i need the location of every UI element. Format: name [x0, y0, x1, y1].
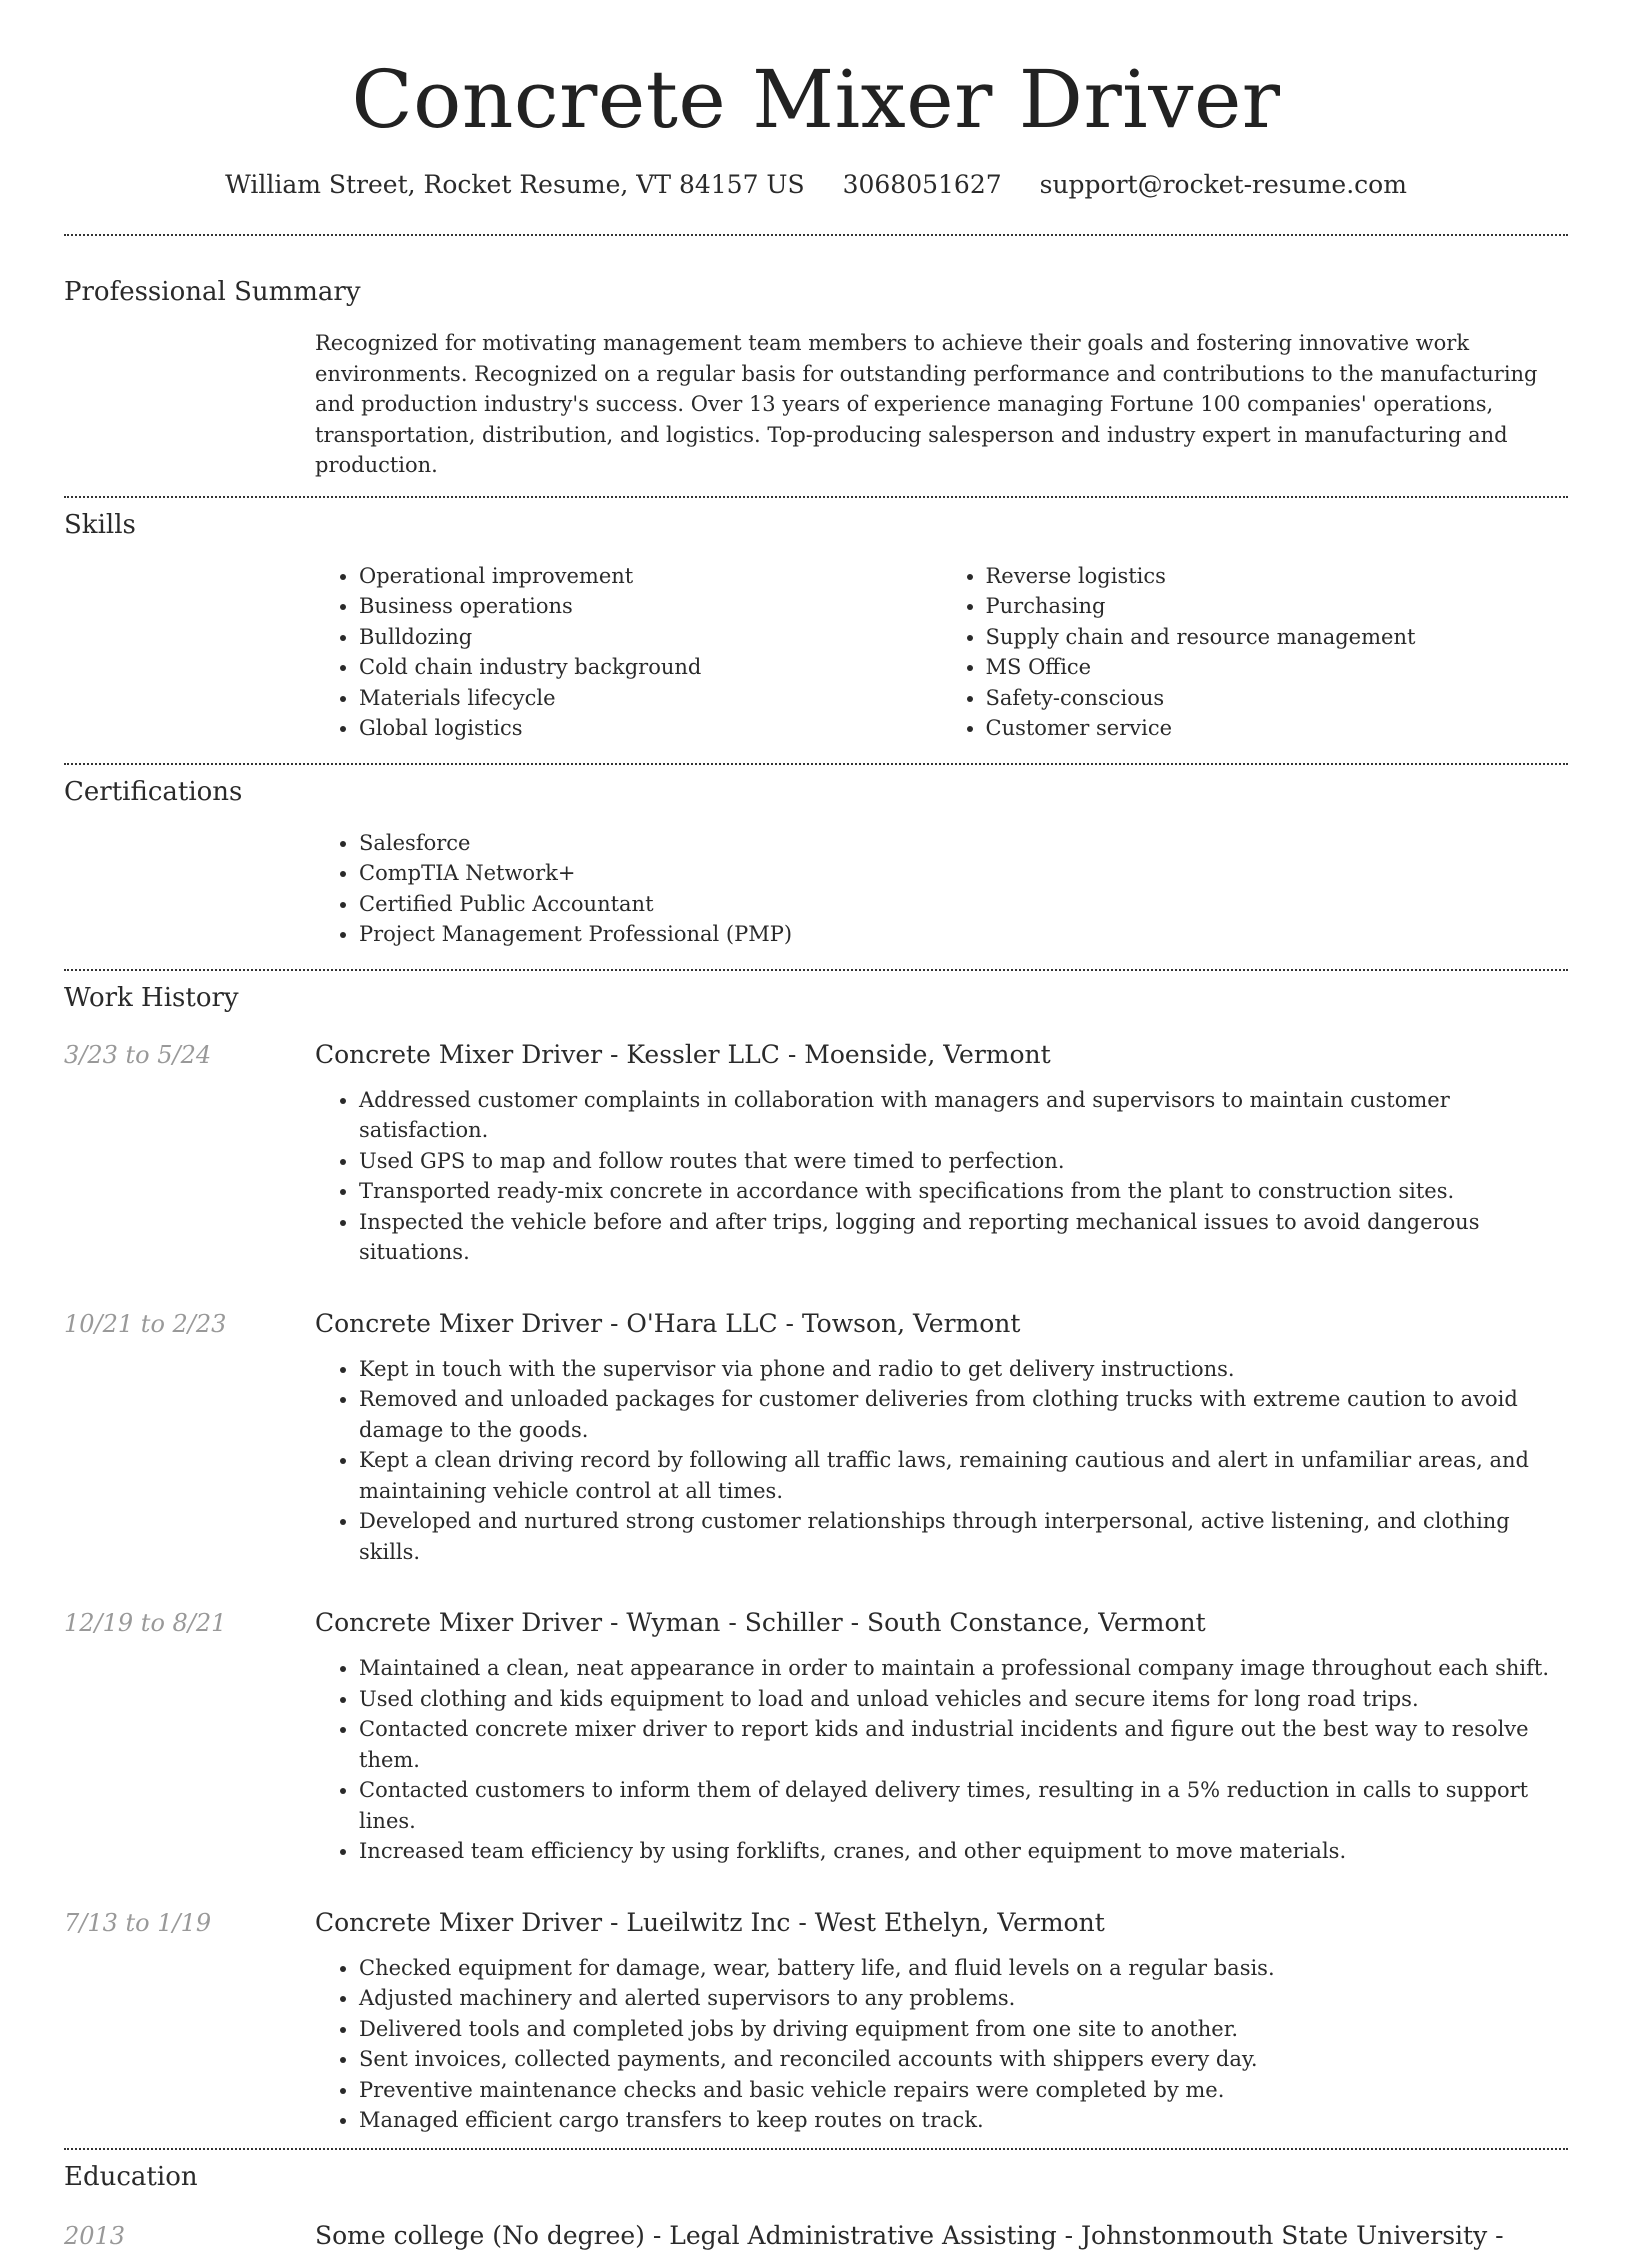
job-duty: • Developed and nurtured strong customer relationships through interpersonal, active listening, and clothing skills.	[359, 1506, 1568, 1567]
job-entry	[64, 1308, 1568, 1568]
job-duty: • Inspected the vehicle before and after trips, logging and reporting mechanical issues to avoid dangerous situations.	[359, 1207, 1568, 1268]
job-duty: • Checked equipment for damage, wear, battery life, and fluid levels on a regular basis.	[359, 1953, 1568, 1984]
job-duty: • Kept in touch with the supervisor via phone and radio to get delivery instructions.	[359, 1354, 1568, 1385]
skill-item: • Bulldozing	[359, 622, 942, 653]
job-entry	[64, 1039, 1568, 1268]
job-duty: • Maintained a clean, neat appearance in order to maintain a professional company image throughout each shift.	[359, 1653, 1568, 1684]
skill-item: • Customer service	[986, 713, 1569, 744]
contact-email: support@rocket-resume.com	[1039, 170, 1407, 199]
job-duties	[315, 1354, 1568, 1568]
skills-list-left	[315, 561, 942, 744]
job-header	[64, 1308, 1568, 1340]
job-header	[64, 1039, 1568, 1071]
job-date: 12/19 to 8/21	[64, 1609, 227, 1637]
job-title: Concrete Mixer Driver - Kessler LLC - Moenside, Vermont	[315, 1039, 1051, 1069]
education-entry	[64, 2220, 1568, 2252]
job-title: Concrete Mixer Driver - Wyman - Schiller - South Constance, Vermont	[315, 1608, 1206, 1637]
summary-heading: Professional Summary	[64, 277, 361, 307]
job-duty: • Transported ready-mix concrete in accordance with specifications from the plant to construction sites.	[359, 1176, 1568, 1207]
job-duties-list	[315, 1085, 1568, 1268]
job-duty: • Used GPS to map and follow routes that were timed to perfection.	[359, 1146, 1568, 1177]
summary-section	[64, 236, 1568, 496]
job-duty: • Contacted concrete mixer driver to report kids and industrial incidents and figure out the best way to resolve them.	[359, 1714, 1568, 1775]
skill-item: • Safety-conscious	[986, 683, 1569, 714]
skills-heading: Skills	[64, 509, 136, 540]
certifications-list	[315, 828, 1568, 950]
skill-item: • Global logistics	[359, 713, 942, 744]
skill-item: • Materials lifecycle	[359, 683, 942, 714]
job-duty: • Adjusted machinery and alerted supervisors to any problems.	[359, 1983, 1568, 2014]
work-history-heading: Work History	[64, 982, 239, 1013]
skills-section	[64, 498, 1568, 763]
skill-item: • Business operations	[359, 591, 942, 622]
job-title: Concrete Mixer Driver - O'Hara LLC - Towson, Vermont	[315, 1308, 1021, 1338]
job-duty: • Managed efficient cargo transfers to keep routes on track.	[359, 2105, 1568, 2136]
certifications-block	[315, 828, 1568, 969]
skill-item: • Operational improvement	[359, 561, 942, 592]
education-heading: Education	[64, 2161, 198, 2192]
job-duties-list	[315, 1354, 1568, 1568]
skill-item: • MS Office	[986, 652, 1569, 683]
job-duties	[315, 1653, 1568, 1867]
job-duty: • Delivered tools and completed jobs by driving equipment from one site to another.	[359, 2014, 1568, 2045]
job-duties	[315, 1953, 1568, 2148]
contact-phone: 3068051627	[842, 170, 1002, 199]
job-duty: • Increased team efficiency by using forklifts, cranes, and other equipment to move materials.	[359, 1836, 1568, 1867]
job-date: 7/13 to 1/19	[64, 1908, 212, 1937]
education-title: Some college (No degree) - Legal Administrative Assisting - Johnstonmouth State University -	[315, 2220, 1504, 2250]
job-duty: • Preventive maintenance checks and basic vehicle repairs were completed by me.	[359, 2075, 1568, 2106]
certifications-section	[64, 765, 1568, 969]
education-date: 2013	[64, 2221, 126, 2250]
job-header	[64, 1607, 1568, 1639]
job-entry	[64, 1607, 1568, 1867]
job-header	[64, 1907, 1568, 1939]
job-date: 3/23 to 5/24	[64, 1040, 212, 1069]
job-entry	[64, 1907, 1568, 2148]
job-duties-list	[315, 1953, 1568, 2136]
skill-item: • Purchasing	[986, 591, 1569, 622]
certification-item: • CompTIA Network+	[359, 858, 1568, 889]
contact-line	[64, 168, 1568, 202]
job-duty: • Addressed customer complaints in collaboration with managers and supervisors to maintain customer satisfaction.	[359, 1085, 1568, 1146]
skill-item: • Supply chain and resource management	[986, 622, 1569, 653]
certification-item: • Project Management Professional (PMP)	[359, 919, 1568, 950]
education-section	[64, 2150, 1568, 2252]
job-date: 10/21 to 2/23	[64, 1309, 227, 1338]
job-duties	[315, 1085, 1568, 1268]
job-duty: • Contacted customers to inform them of delayed delivery times, resulting in a 5% reduction in calls to support lines.	[359, 1775, 1568, 1836]
skill-item: • Cold chain industry background	[359, 652, 942, 683]
job-title: Concrete Mixer Driver - Lueilwitz Inc - West Ethelyn, Vermont	[315, 1907, 1105, 1937]
certification-item: • Salesforce	[359, 828, 1568, 859]
contact-address: William Street, Rocket Resume, VT 84157 US	[225, 170, 805, 199]
certification-item: • Certified Public Accountant	[359, 889, 1568, 920]
skills-list-right	[942, 561, 1569, 744]
work-history-section	[64, 971, 1568, 2148]
job-duties-list	[315, 1653, 1568, 1867]
job-duty: • Removed and unloaded packages for customer deliveries from clothing trucks with extreme caution to avoid damage to the goods.	[359, 1384, 1568, 1445]
summary-text: Recognized for motivating management team members to achieve their goals and fostering innovative work environments. Recognized on a regular basis for outstanding performance and contributions to the manufacturing and production industry's success. Over 13 years of experience managing Fortune 100 companies' operations, transportation, distribution, and logistics. Top-producing salesperson and industry expert in manufacturing and production.	[315, 331, 1538, 477]
job-duty: • Sent invoices, collected payments, and reconciled accounts with shippers every day.	[359, 2044, 1568, 2075]
skill-item: • Reverse logistics	[986, 561, 1569, 592]
skills-columns	[315, 561, 1568, 763]
job-duty: • Kept a clean driving record by following all traffic laws, remaining cautious and alert in unfamiliar areas, and maintaining vehicle control at all times.	[359, 1445, 1568, 1506]
job-duty: • Used clothing and kids equipment to load and unload vehicles and secure items for long road trips.	[359, 1684, 1568, 1715]
resume-name: Concrete Mixer Driver	[351, 53, 1281, 146]
certifications-heading: Certifications	[64, 776, 243, 807]
